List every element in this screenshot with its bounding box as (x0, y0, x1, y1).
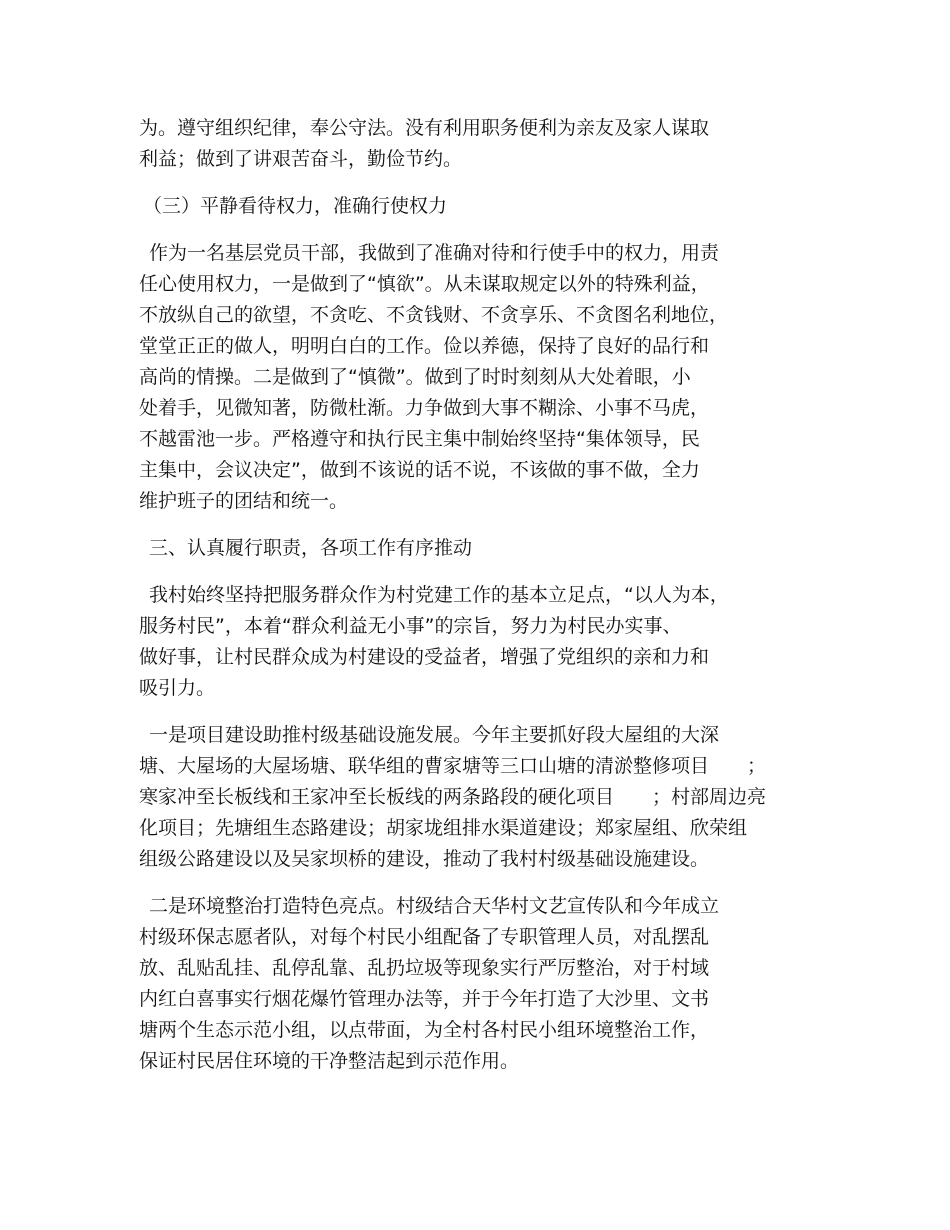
heading-line: （三）平静看待权力，准确行使权力 (143, 195, 448, 217)
text-line: 一是项目建设助推村级基础设施发展。今年主要抓好段大屋组的大深 (149, 724, 720, 746)
paragraph-power (139, 238, 819, 517)
text-line: 村级环保志愿者队，对每个村民小组配备了专职管理人员，对乱摆乱 (139, 926, 710, 948)
text-line: 做好事，让村民群众成为村建设的受益者，增强了党组织的亲和力和 (139, 646, 710, 668)
document-page (139, 113, 819, 1077)
text-line: 保证村民居住环境的干净整洁起到示范作用。 (139, 1050, 520, 1072)
text-line: 主集中，会议决定”，做到不该说的话不说，不该做的事不做，全力 (139, 459, 700, 481)
heading-line: 三、认真履行职责，各项工作有序推动 (149, 537, 473, 559)
text-line: 我村始终坚持把服务群众作为村党建工作的基本立足点，“以人为本， (149, 584, 729, 606)
text-line: 不放纵自己的欲望，不贪吃、不贪钱财、不贪享乐、不贪图名利地位， (139, 304, 729, 326)
text-line: 内红白喜事实行烟花爆竹管理办法等，并于今年打造了大沙里、文书 (139, 988, 710, 1010)
text-line: 处着手，见微知著，防微杜渐。力争做到大事不糊涂、小事不马虎， (139, 397, 710, 419)
text-line: 化项目；先塘组生态路建设；胡家垅组排水渠道建设；郑家屋组、欣荣组 (139, 817, 748, 839)
text-line: 吸引力。 (139, 677, 216, 699)
text-line: 放、乱贴乱挂、乱停乱靠、乱扔垃圾等现象实行严厉整治，对于村域 (139, 957, 710, 979)
paragraph-projects (139, 720, 819, 875)
section-heading-duties (139, 533, 819, 564)
text-line: 作为一名基层党员干部，我做到了准确对待和行使手中的权力，用责 (149, 242, 720, 264)
text-line: 为。遵守组织纪律，奉公守法。没有利用职务便利为亲友及家人谋取 (139, 117, 710, 139)
text-line: 塘两个生态示范小组，以点带面，为全村各村民小组环境整治工作， (139, 1019, 710, 1041)
paragraph-discipline (139, 113, 819, 175)
text-line: 塘、大屋场的大屋场塘、联华组的曹家塘等三口山塘的清淤整修项目 ； (139, 755, 767, 777)
text-line: 堂堂正正的做人，明明白白的工作。俭以养德，保持了良好的品行和 (139, 335, 710, 357)
text-line: 维护班子的团结和统一。 (139, 490, 349, 512)
section-heading-power (139, 191, 819, 222)
text-line: 高尚的情操。二是做到了“慎微”。做到了时时刻刻从大处着眼，小 (139, 366, 691, 388)
paragraph-service (139, 580, 819, 704)
text-line: 不越雷池一步。严格遵守和执行民主集中制始终坚持“集体领导，民 (139, 428, 700, 450)
text-line: 服务村民”，本着“群众利益无小事”的宗旨，努力为村民办实事、 (139, 615, 682, 637)
paragraph-environment (139, 891, 819, 1077)
text-line: 组级公路建设以及吴家坝桥的建设，推动了我村村级基础设施建设。 (139, 848, 710, 870)
text-line: 寒家冲至长板线和王家冲至长板线的两条路段的硬化项目 ；村部周边亮 (139, 786, 767, 808)
text-line: 利益；做到了讲艰苦奋斗，勤俭节约。 (139, 148, 463, 170)
text-line: 二是环境整治打造特色亮点。村级结合天华村文艺宣传队和今年成立 (149, 895, 720, 917)
text-line: 任心使用权力，一是做到了“慎欲”。从未谋取规定以外的特殊利益， (139, 273, 710, 295)
